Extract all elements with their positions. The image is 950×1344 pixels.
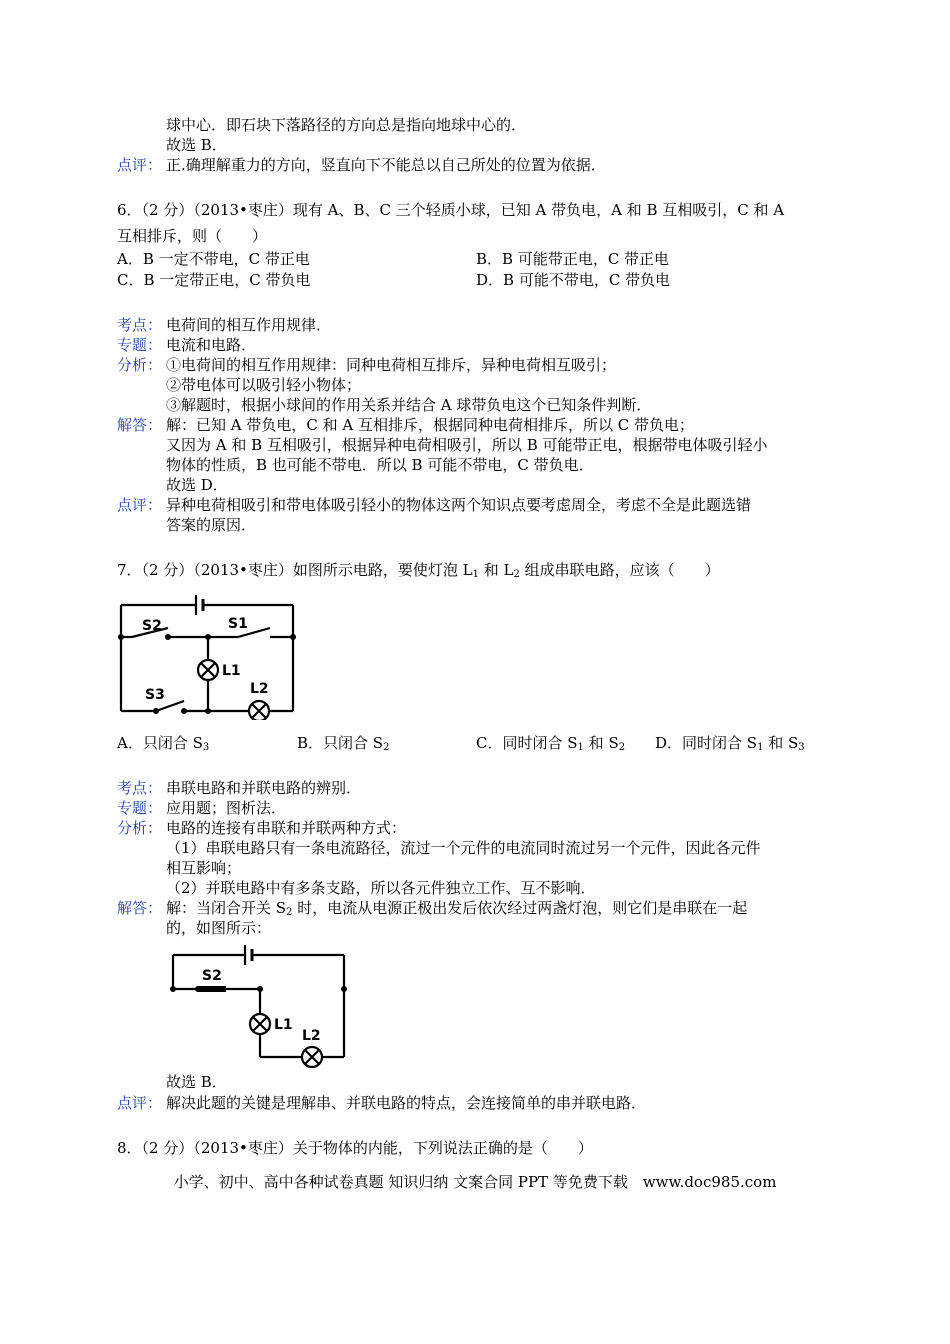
q7-jieda-3: 故选 B． — [166, 1073, 227, 1091]
q6-option-b: B．B 可能带正电，C 带正电 — [476, 250, 670, 268]
q6-stem-2: 互相排斥，则（ ） — [117, 227, 268, 245]
label-l2: L2 — [302, 1028, 321, 1044]
q7-jieda-1: 解：当闭合开关 $S_2$ 时，电流从电源正极出发后依次经过两盏灯泡，则它们是串联在一起 — [166, 899, 748, 918]
label-fenxi: 分析： — [117, 819, 163, 837]
page-footer: 小学、初中、高中各种试卷真题 知识归纳 文案合同 PPT 等免费下载 www.doc985.com — [173, 1173, 777, 1191]
q6-jieda-4: 故选 D． — [166, 476, 228, 494]
q6-kaodian: 电荷间的相互作用规律． — [166, 316, 332, 334]
q6-stem-1: 6．（2 分）（2013•枣庄）现有 A、B、C 三个轻质小球，已知 A 带负电，A 和 B 互相吸引，C 和 A — [117, 201, 785, 219]
prev-line: 球中心．即石块下落路径的方向总是指向地球中心的． — [166, 116, 527, 134]
label-zhuanti: 专题： — [117, 799, 163, 817]
q6-fenxi-1: ①电荷间的相互作用规律：同种电荷相互排斥，异种电荷相互吸引； — [166, 356, 617, 374]
q7-option-d: D．同时闭合 $S_1$ 和 $S_3$ — [655, 734, 805, 753]
circuit-diagram-solution — [162, 940, 354, 1070]
q7-dianping: 解决此题的关键是理解串、并联电路的特点，会连接简单的串并联电路． — [166, 1094, 647, 1112]
q7-kaodian: 串联电路和并联电路的辨别． — [166, 779, 362, 797]
q7-stem: 7．（2 分）（2013•枣庄）如图所示电路，要使灯泡 $L_1$ 和 $L_2$ 组成串联电路，应该（ ） — [117, 561, 720, 580]
label-jieda: 解答： — [117, 416, 163, 434]
label-zhuanti: 专题： — [117, 336, 163, 354]
label-fenxi: 分析： — [117, 356, 163, 374]
q7-fenxi-4: （2）并联电路中有多条支路，所以各元件独立工作、互不影响． — [166, 879, 596, 897]
q6-jieda-1: 解：已知 A 带负电，C 和 A 互相排斥，根据同种电荷相排斥，所以 C 带负电； — [166, 416, 694, 434]
q6-dianping-1: 异种电荷相吸引和带电体吸引轻小的物体这两个知识点要考虑周全，考虑不全是此题选错 — [166, 496, 752, 514]
label-jieda: 解答： — [117, 899, 163, 917]
label-dianping: 点评： — [117, 156, 163, 174]
q7-option-b: B．只闭合 $S_2$ — [297, 734, 390, 753]
label-s3: S3 — [145, 687, 165, 703]
q6-option-c: C．B 一定带正电，C 带负电 — [117, 271, 311, 289]
label-l1: L1 — [274, 1017, 293, 1033]
q7-fenxi-2: （1）串联电路只有一条电流路径，流过一个元件的电流同时流过另一个元件，因此各元件 — [166, 839, 761, 857]
q7-zhuanti: 应用题；图析法． — [166, 799, 287, 817]
label-dianping: 点评： — [117, 1094, 163, 1112]
q6-option-a: A．B 一定不带电，C 带正电 — [117, 250, 310, 268]
q8-stem: 8．（2 分）（2013•枣庄）关于物体的内能，下列说法正确的是（ ） — [117, 1139, 593, 1157]
q6-dianping-2: 答案的原因． — [166, 516, 257, 534]
label-kaodian: 考点： — [117, 779, 163, 797]
prev-answer: 故选 B． — [166, 136, 227, 154]
label-kaodian: 考点： — [117, 316, 163, 334]
label-dianping: 点评： — [117, 496, 163, 514]
q6-zhuanti: 电流和电路． — [166, 336, 257, 354]
q7-option-c: C．同时闭合 $S_1$ 和 $S_2$ — [476, 734, 626, 753]
label-s2: S2 — [142, 618, 162, 634]
label-s2: S2 — [202, 968, 222, 984]
q7-fenxi-1: 电路的连接有串联和并联两种方式： — [166, 819, 407, 837]
q6-jieda-3: 物体的性质，B 也可能不带电．所以 B 可能不带电，C 带负电． — [166, 456, 594, 474]
label-l1: L1 — [222, 663, 241, 679]
q6-jieda-2: 又因为 A 和 B 互相吸引，根据异种电荷相吸引，所以 B 可能带正电，根据带电体吸引轻小 — [166, 436, 768, 454]
q6-fenxi-2: ②带电体可以吸引轻小物体； — [166, 376, 362, 394]
q7-option-a: A．只闭合 $S_3$ — [117, 734, 210, 753]
q6-fenxi-3: ③解题时，根据小球间的作用关系并结合 A 球带负电这个已知条件判断． — [166, 396, 652, 414]
q6-option-d: D．B 可能不带电，C 带负电 — [476, 271, 671, 289]
q7-jieda-2: 的，如图所示： — [166, 919, 272, 937]
label-s1: S1 — [228, 616, 248, 632]
circuit-diagram-question — [110, 588, 310, 720]
prev-comment: 正.确理解重力的方向，竖直向下不能总以自己所处的位置为依据． — [166, 156, 606, 174]
label-l2: L2 — [250, 681, 269, 697]
q7-fenxi-3: 相互影响； — [166, 859, 242, 877]
